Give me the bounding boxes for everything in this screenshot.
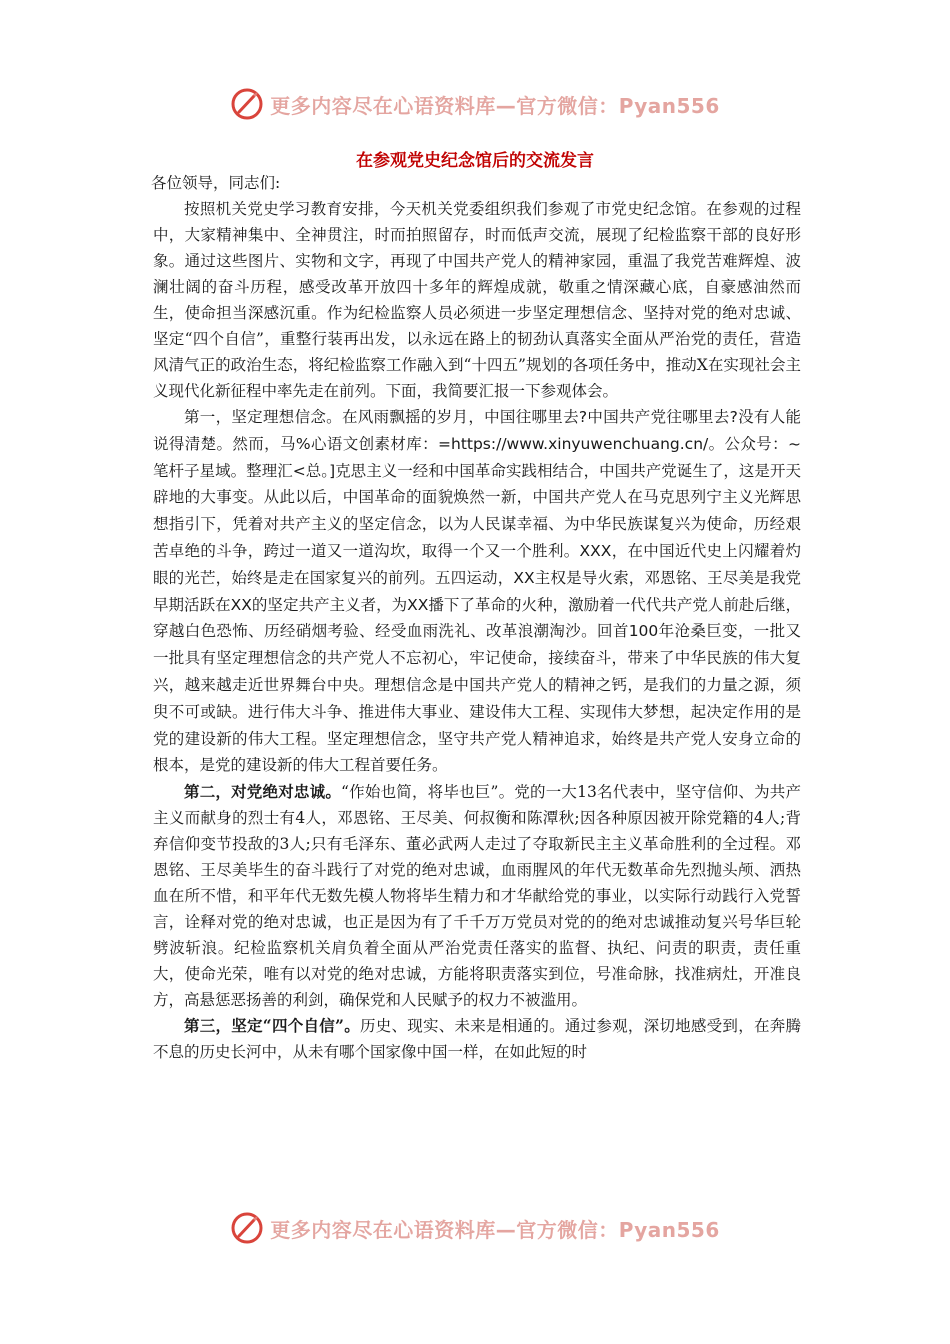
- footer-watermark-banner: [0, 1208, 950, 1248]
- banner-text: 更多内容尽在心语资料库—官方微信：Pyan556: [270, 1217, 720, 1242]
- banner-text: 更多内容尽在心语资料库—官方微信：Pyan556: [270, 93, 720, 118]
- paragraph-third-point: [153, 1013, 801, 1065]
- pen-logo-icon: [230, 1211, 264, 1245]
- paragraph-intro: 按照机关党史学习教育安排，今天机关党委组织我们参观了市党史纪念馆。在参观的过程中，大家精神集中、全神贯注，时而拍照留存，时而低声交流，展现了纪检监察干部的良好形象。通过这些图片、实物和文字，再现了中国共产党人的精神家园，重温了我党苦难辉煌、波澜壮阔的奋斗历程，感受改革开放四十多年的辉煌成就，敬重之情深藏心底，自豪感油然而生，使命担当深感沉重。作为纪检监察人员必须进一步坚定理想信念、坚持对党的绝对忠诚、坚定“四个自信”，重整行装再出发，以永远在路上的韧劲认真落实全面从严治党的责任，营造风清气正的政治生态，将纪检监察工作融入到“十四五”规划的各项任务中，推动X在实现社会主义现代化新征程中率先走在前列。下面，我简要汇报一下参观体会。: [153, 200, 801, 400]
- third-point-heading: 第三，坚定“四个自信”。: [184, 1016, 360, 1036]
- document-body: [153, 170, 801, 1065]
- second-point-heading: 第二，对党绝对忠诚。: [184, 782, 342, 802]
- third-point-body: 历史、现实、未来是相通的。通过参观，深切地感受到，在奔腾不息的历史长河中，从未有哪个国家像中国一样，在如此短的时: [153, 1017, 801, 1062]
- paragraph-second-point: [153, 779, 801, 1013]
- pen-logo-icon: [230, 87, 264, 121]
- salutation: 各位领导，同志们:: [151, 174, 281, 192]
- second-point-body: “作始也简，将毕也巨”。党的一大13名代表中，坚守信仰、为共产主义而献身的烈士有4人，邓恩铭、王尽美、何叔衡和陈潭秋;因各种原因被开除党籍的4人;背弃信仰变节投敌的3人;只有毛泽东、董必武两人走过了夺取新民主主义革命胜利的全过程。邓恩铭、王尽美毕生的奋斗践行了对党的绝对忠诚，血雨腥风的年代无数革命先烈抛头颅、洒热血在所不惜，和平年代无数先模人物将毕生精力和才华献给党的事业，以实际行动践行入党誓言，诠释对党的绝对忠诚，也正是因为有了千千万万党员对党的的绝对忠诚推动复兴号华巨轮劈波斩浪。纪检监察机关肩负着全面从严治党责任落实的监督、执纪、问责的职责，责任重大，使命光荣，唯有以对党的绝对忠诚，方能将职责落实到位，号准命脉，找准病灶，开准良方，高悬惩恶扬善的利剑，确保党和人民赋予的权力不被滥用。: [153, 783, 801, 1010]
- paragraph-first-point: 第一，坚定理想信念。在风雨飘摇的岁月，中国往哪里去?中国共产党往哪里去?没有人能说得清楚。然而，马%心语文创素材库：=https://www.xinyuwenchuang.cn/。公众号：~笔杆子星域。整理汇<总。]克思主义一经和中国革命实践相结合，中国共产党诞生了，这是开天辟地的大事变。从此以后，中国革命的面貌焕然一新，中国共产党人在马克思列宁主义光辉思想指引下，凭着对共产主义的坚定信念，以为人民谋幸福、为中华民族谋复兴为使命，历经艰苦卓绝的斗争，跨过一道又一道沟坎，取得一个又一个胜利。XXX，在中国近代史上闪耀着灼眼的光芒，始终是走在国家复兴的前列。五四运动，XX主权是导火索，邓恩铭、王尽美是我党早期活跃在XX的坚定共产主义者，为XX播下了革命的火种，激励着一代代共产党人前赴后继，穿越白色恐怖、历经硝烟考验、经受血雨洗礼、改革浪潮淘沙。回首100年沧桑巨变，一批又一批具有坚定理想信念的共产党人不忘初心，牢记使命，接续奋斗，带来了中华民族的伟大复兴，越来越走近世界舞台中央。理想信念是中国共产党人的精神之钙，是我们的力量之源，须臾不可或缺。进行伟大斗争、推进伟大事业、建设伟大工程、实现伟大梦想，起决定作用的是党的建设新的伟大工程。坚定理想信念，坚守共产党人精神追求，始终是共产党人安身立命的根本，是党的建设新的伟大工程首要任务。: [153, 408, 801, 775]
- document-title: 在参观党史纪念馆后的交流发言: [356, 151, 594, 171]
- header-watermark-banner: [0, 84, 950, 124]
